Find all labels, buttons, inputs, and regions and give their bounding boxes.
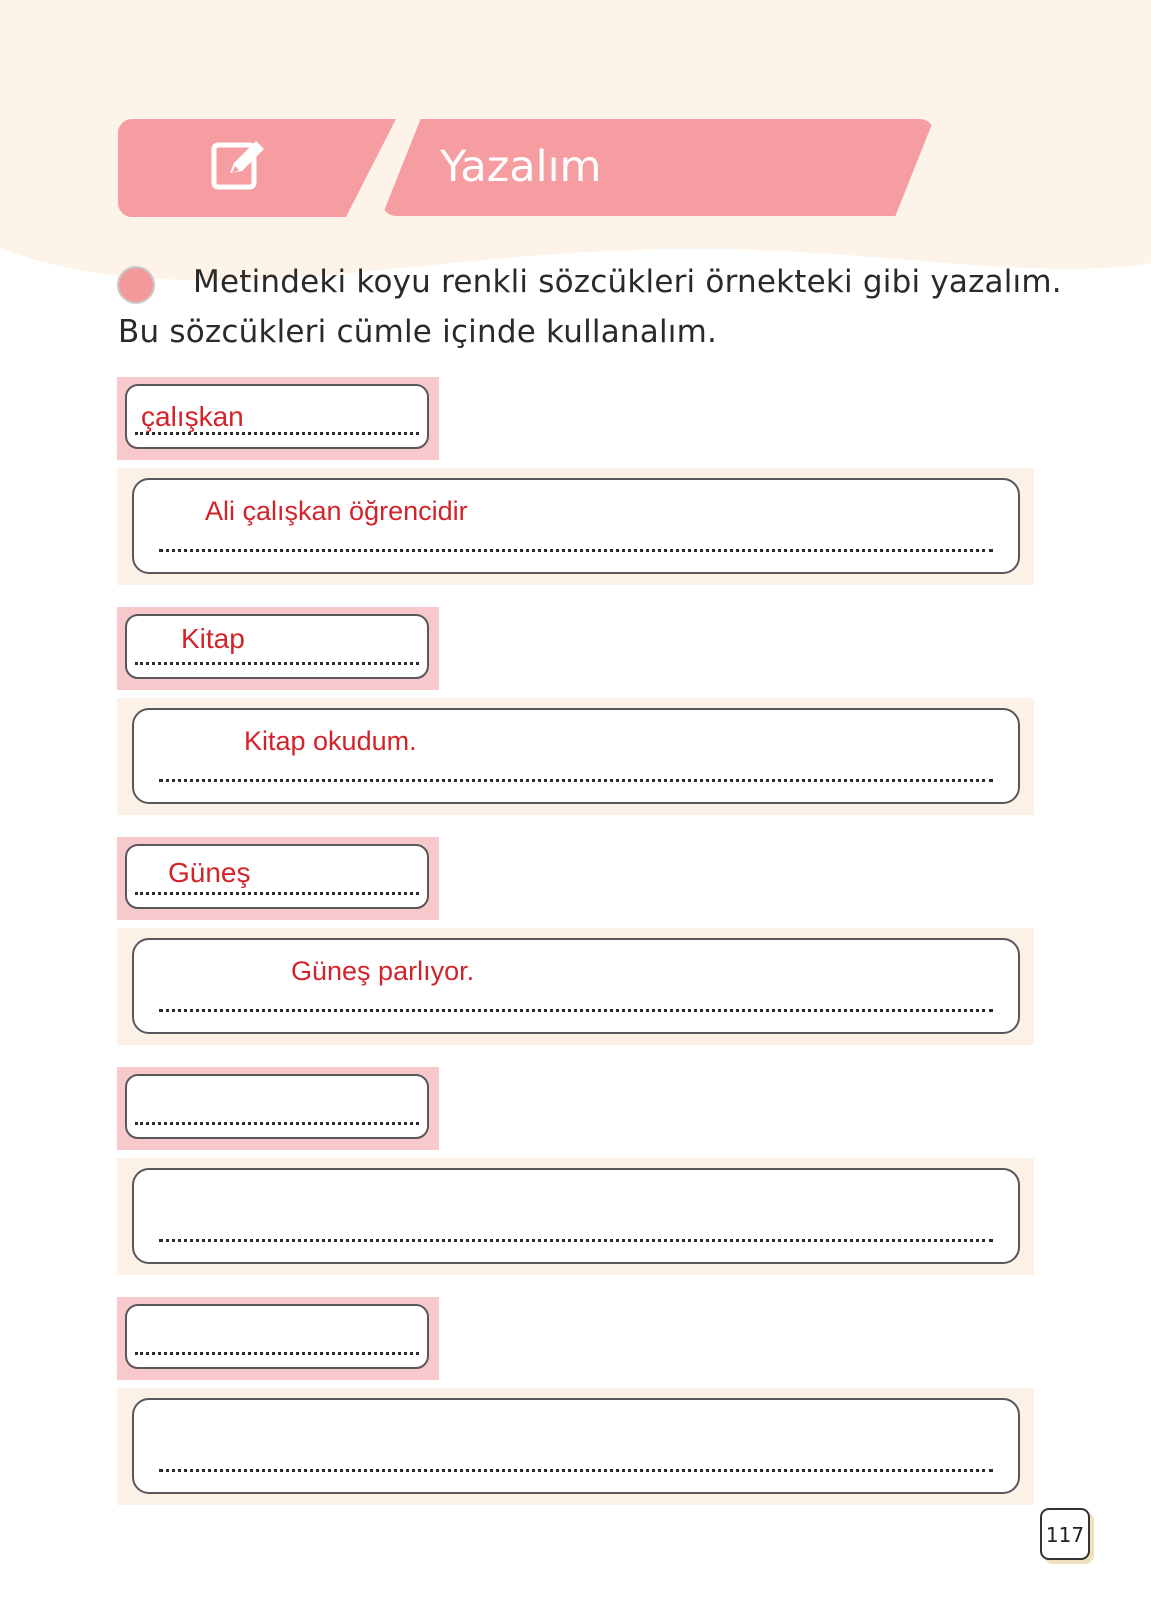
sentence-field-5[interactable]	[132, 1398, 1020, 1494]
word-field-4[interactable]	[125, 1074, 429, 1139]
page-number: 117	[1040, 1508, 1090, 1560]
instruction-line-2: Bu sözcükleri cümle içinde kullanalım.	[118, 314, 718, 350]
word-dotted-line	[135, 1352, 419, 1355]
sentence-field-4[interactable]	[132, 1168, 1020, 1264]
sentence-box-4	[117, 1158, 1034, 1275]
word-box-1	[117, 377, 439, 460]
sentence-dotted-line	[159, 1469, 993, 1472]
word-answer-1: çalışkan	[141, 401, 244, 432]
word-box-3	[117, 837, 439, 920]
sentence-answer-1: Ali çalışkan öğrencidir	[205, 496, 468, 526]
instruction-line-1: Metindeki koyu renkli sözcükleri örnekteki gibi yazalım.	[193, 264, 1062, 300]
sentence-answer-2: Kitap okudum.	[244, 726, 417, 756]
page-title: Yazalım	[440, 142, 602, 192]
word-box-4	[117, 1067, 439, 1150]
sentence-box-2	[117, 698, 1034, 815]
word-box-5	[117, 1297, 439, 1380]
word-dotted-line	[135, 662, 419, 665]
sentence-dotted-line	[159, 779, 993, 782]
edit-icon	[210, 135, 268, 193]
sentence-field-3[interactable]	[132, 938, 1020, 1034]
bullet-icon	[117, 266, 155, 304]
sentence-answer-3: Güneş parlıyor.	[291, 956, 475, 986]
word-dotted-line	[135, 1122, 419, 1125]
word-dotted-line	[135, 892, 419, 895]
word-box-2	[117, 607, 439, 690]
sentence-box-5	[117, 1388, 1034, 1505]
sentence-box-1	[117, 468, 1034, 585]
sentence-dotted-line	[159, 549, 993, 552]
word-field-5[interactable]	[125, 1304, 429, 1369]
word-answer-2: Kitap	[181, 623, 245, 654]
word-answer-3: Güneş	[168, 857, 251, 888]
word-field-2[interactable]	[125, 614, 429, 679]
sentence-dotted-line	[159, 1239, 993, 1242]
sentence-dotted-line	[159, 1009, 993, 1012]
sentence-box-3	[117, 928, 1034, 1045]
